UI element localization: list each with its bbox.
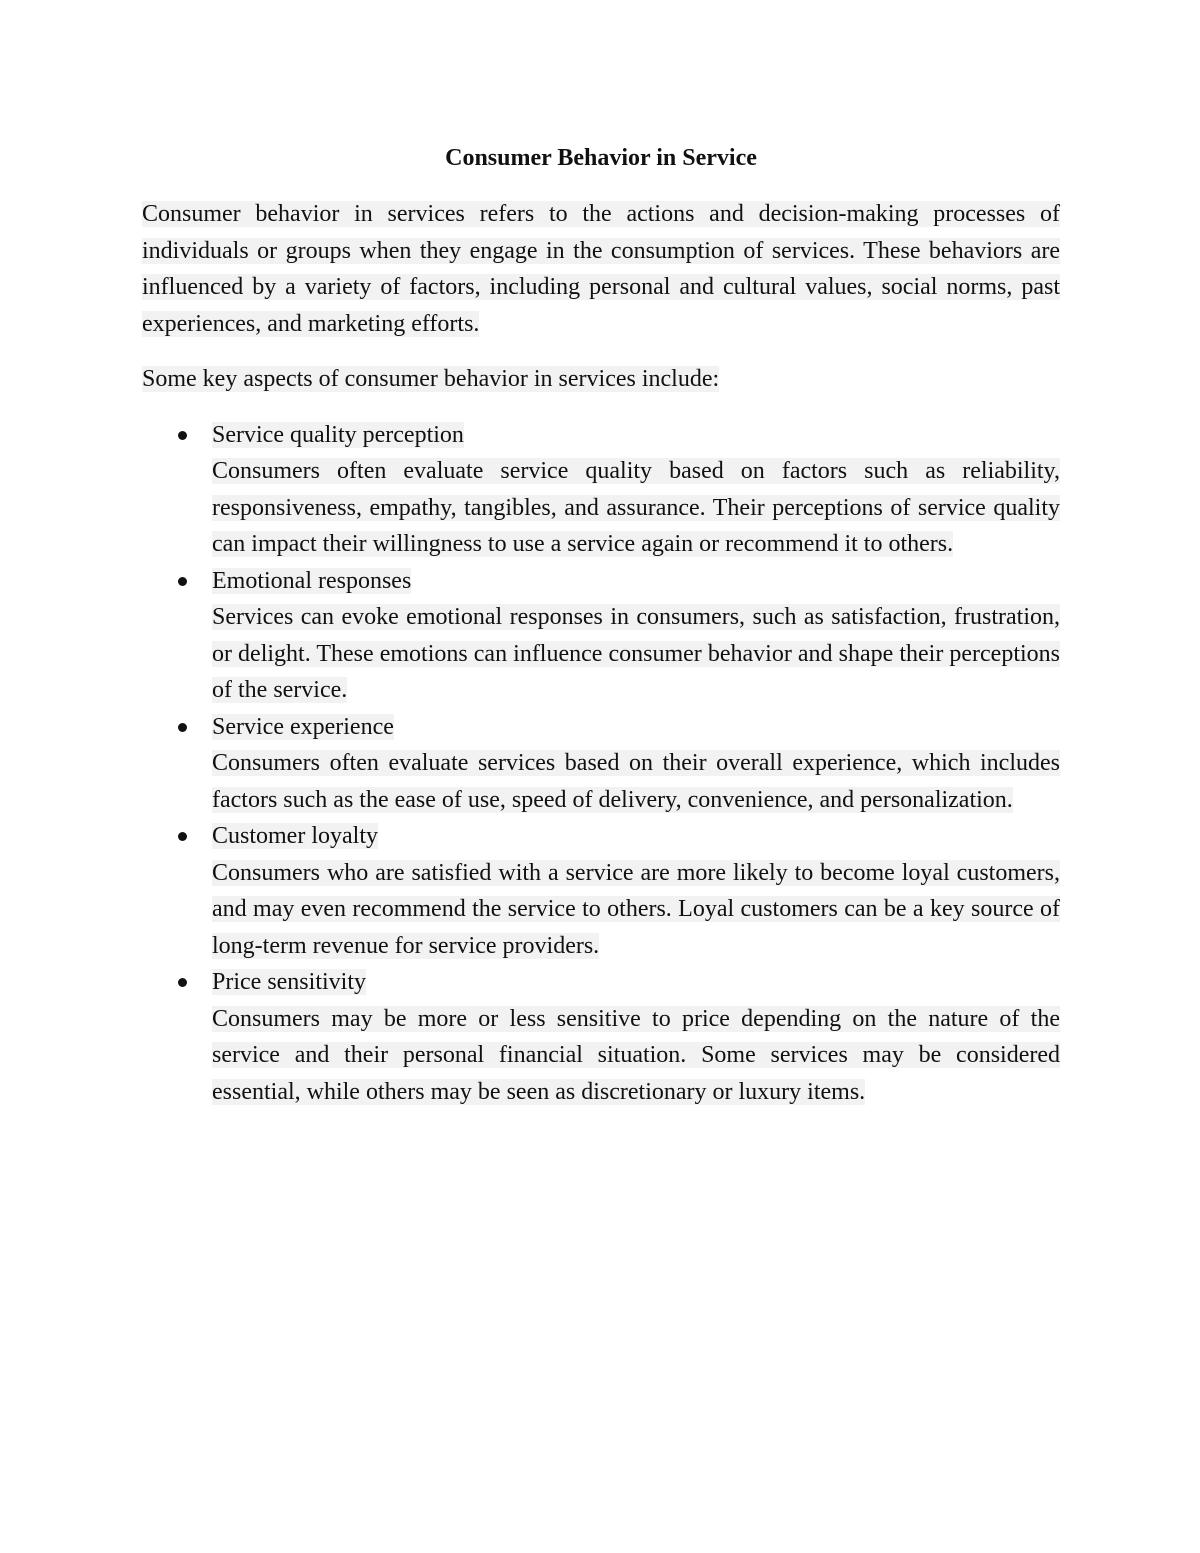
intro-paragraph	[142, 196, 1060, 342]
aspect-body	[212, 599, 1060, 709]
aspect-body	[212, 1001, 1060, 1111]
aspect-heading-text: Customer loyalty	[212, 823, 378, 849]
aspect-heading	[212, 964, 1060, 1001]
aspect-heading-text: Service experience	[212, 713, 394, 740]
lead-in-paragraph	[142, 361, 1060, 398]
aspect-body	[212, 745, 1060, 818]
aspect-heading-text: Emotional responses	[212, 567, 412, 594]
intro-text: Consumer behavior in services refers to the actions and decision-making processes of individuals or groups when they engage in the consumption of services. These behaviors are influenced by a variety of factors, including personal and cultural values, social norms, past experiences, and marketing efforts.	[142, 201, 1060, 337]
aspect-body-text: Services can evoke emotional responses in consumers, such as satisfaction, frustration, or delight. These emotions can influence consumer behavior and shape their perceptions of the service.	[212, 604, 1060, 703]
aspect-body	[212, 453, 1060, 563]
list-item	[142, 964, 1060, 1110]
lead-in-text: Some key aspects of consumer behavior in services include:	[142, 366, 720, 392]
bullet-icon	[178, 832, 187, 841]
aspect-body-text: Consumers often evaluate service quality based on factors such as reliability, responsiveness, empathy, tangibles, and assurance. Their perceptions of service quality can impact their willingness to use a service again or recommend it to others.	[212, 458, 1060, 557]
aspect-heading-text: Service quality perception	[212, 421, 464, 448]
list-item	[142, 818, 1060, 964]
list-item	[142, 563, 1060, 709]
bullet-icon	[178, 577, 187, 586]
aspects-list	[142, 417, 1060, 1111]
list-item	[142, 417, 1060, 563]
aspect-body	[212, 855, 1060, 965]
bullet-icon	[178, 431, 187, 440]
list-item	[142, 709, 1060, 819]
aspect-heading	[212, 417, 1060, 454]
aspect-heading	[212, 709, 1060, 746]
aspect-heading	[212, 563, 1060, 600]
aspect-heading	[212, 818, 1060, 855]
bullet-icon	[178, 723, 187, 732]
document-title: Consumer Behavior in Service	[445, 145, 757, 171]
aspect-body-text: Consumers often evaluate services based on their overall experience, which includes factors such as the ease of use, speed of delivery, convenience, and personalization.	[212, 750, 1060, 813]
aspect-body-text: Consumers may be more or less sensitive to price depending on the nature of the service and their personal financial situation. Some services may be considered essential, while others may be seen as discretionary or luxury items.	[212, 1005, 1060, 1105]
document-page	[142, 140, 1060, 1110]
bullet-icon	[178, 978, 187, 987]
aspect-heading-text: Price sensitivity	[212, 969, 366, 995]
aspect-body-text: Consumers who are satisfied with a service are more likely to become loyal customers, and may even recommend the service to others. Loyal customers can be a key source of long-term revenue for service providers.	[212, 859, 1060, 959]
